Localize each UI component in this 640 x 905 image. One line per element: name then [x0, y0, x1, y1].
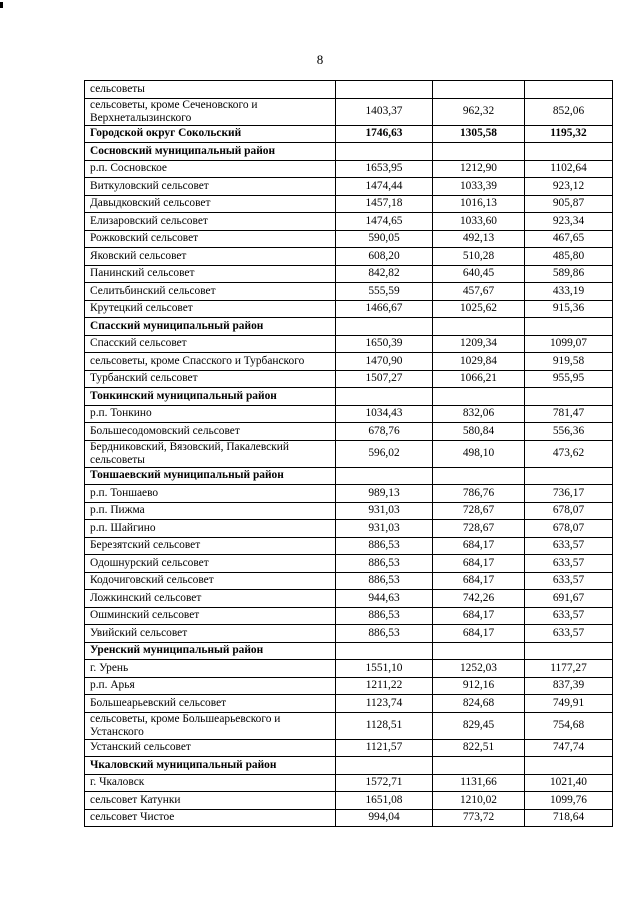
- value-cell-1: 1123,74: [336, 695, 433, 713]
- territory-name-cell: Чкаловский муниципальный район: [85, 757, 336, 775]
- value-cell-3: 589,86: [525, 265, 613, 283]
- value-cell-1: 555,59: [336, 283, 433, 301]
- value-cell-2: [433, 81, 525, 99]
- table-row: [85, 405, 613, 423]
- page-number: 8: [316, 52, 324, 67]
- territory-name-cell: Большесодомовский сельсовет: [85, 423, 336, 441]
- value-cell-2: 457,67: [433, 283, 525, 301]
- value-cell-3: 915,36: [525, 300, 613, 318]
- value-cell-1: 1551,10: [336, 660, 433, 678]
- value-cell-2: 684,17: [433, 625, 525, 643]
- value-cell-1: 1507,27: [336, 370, 433, 388]
- table-row: [85, 248, 613, 266]
- table-row: [85, 520, 613, 538]
- territory-name-cell: Городской округ Сокольский: [85, 125, 336, 143]
- territory-name-cell: Устанский сельсовет: [85, 739, 336, 757]
- territory-name-cell: Сосновский муниципальный район: [85, 143, 336, 161]
- value-cell-2: 824,68: [433, 695, 525, 713]
- value-cell-1: 1474,44: [336, 178, 433, 196]
- table-row: [85, 739, 613, 757]
- value-cell-2: 684,17: [433, 572, 525, 590]
- table-row: [85, 774, 613, 792]
- territory-name-cell: Кодочиговский сельсовет: [85, 572, 336, 590]
- table-section-header-row: [85, 388, 613, 406]
- table-row: [85, 537, 613, 555]
- value-cell-2: [433, 143, 525, 161]
- value-cell-1: 1650,39: [336, 335, 433, 353]
- table-row: [85, 590, 613, 608]
- value-cell-2: [433, 642, 525, 660]
- territory-name-cell: р.п. Арья: [85, 677, 336, 695]
- value-cell-1: 678,76: [336, 423, 433, 441]
- territory-name-cell: р.п. Шайгино: [85, 520, 336, 538]
- territory-name-cell: Одошнурский сельсовет: [85, 555, 336, 573]
- value-cell-3: 1102,64: [525, 160, 613, 178]
- territory-name-cell: Березятский сельсовет: [85, 537, 336, 555]
- table-row: [85, 625, 613, 643]
- table-row: [85, 695, 613, 713]
- territory-name-cell: сельсоветы: [85, 81, 336, 99]
- value-cell-1: [336, 642, 433, 660]
- value-cell-1: 1746,63: [336, 125, 433, 143]
- value-cell-1: 1211,22: [336, 677, 433, 695]
- value-cell-2: 1029,84: [433, 353, 525, 371]
- value-cell-2: 1033,39: [433, 178, 525, 196]
- value-cell-3: 718,64: [525, 809, 613, 827]
- value-cell-2: 773,72: [433, 809, 525, 827]
- value-cell-3: 919,58: [525, 353, 613, 371]
- table-row: [85, 502, 613, 520]
- value-cell-3: 1099,76: [525, 792, 613, 810]
- territory-name-cell: Уренский муниципальный район: [85, 642, 336, 660]
- territory-name-cell: Елизаровский сельсовет: [85, 213, 336, 231]
- value-cell-1: 1128,51: [336, 712, 433, 739]
- value-cell-1: 1457,18: [336, 195, 433, 213]
- value-cell-2: [433, 467, 525, 485]
- territory-name-cell: сельсоветы, кроме Большеарьевского и Устанского: [85, 712, 336, 739]
- territory-name-cell: Давыдковский сельсовет: [85, 195, 336, 213]
- table-body: [85, 81, 613, 827]
- territory-name-cell: р.п. Тоншаево: [85, 485, 336, 503]
- value-cell-3: [525, 143, 613, 161]
- table-section-header-row: [85, 318, 613, 336]
- value-cell-3: 433,19: [525, 283, 613, 301]
- value-cell-2: 1252,03: [433, 660, 525, 678]
- territory-name-cell: р.п. Сосновское: [85, 160, 336, 178]
- table-section-header-row: [85, 143, 613, 161]
- table-row: [85, 81, 613, 99]
- value-cell-2: 1066,21: [433, 370, 525, 388]
- value-cell-3: 556,36: [525, 423, 613, 441]
- value-cell-2: 832,06: [433, 405, 525, 423]
- table-row: [85, 440, 613, 467]
- value-cell-1: 1653,95: [336, 160, 433, 178]
- value-cell-1: [336, 318, 433, 336]
- table-row: [85, 160, 613, 178]
- value-cell-2: 962,32: [433, 98, 525, 125]
- value-cell-1: 1466,67: [336, 300, 433, 318]
- table-row: [85, 607, 613, 625]
- value-cell-1: [336, 388, 433, 406]
- value-cell-3: 678,07: [525, 520, 613, 538]
- table-section-header-row: [85, 125, 613, 143]
- value-cell-2: 829,45: [433, 712, 525, 739]
- value-cell-1: [336, 757, 433, 775]
- value-cell-2: [433, 318, 525, 336]
- value-cell-1: 842,82: [336, 265, 433, 283]
- value-cell-1: 944,63: [336, 590, 433, 608]
- value-cell-2: 684,17: [433, 537, 525, 555]
- value-cell-3: [525, 757, 613, 775]
- table-row: [85, 485, 613, 503]
- territory-name-cell: Тоншаевский муниципальный район: [85, 467, 336, 485]
- value-cell-1: 590,05: [336, 230, 433, 248]
- value-cell-3: 467,65: [525, 230, 613, 248]
- value-cell-2: 1033,60: [433, 213, 525, 231]
- value-cell-1: 989,13: [336, 485, 433, 503]
- value-cell-2: 1016,13: [433, 195, 525, 213]
- value-cell-2: 1209,34: [433, 335, 525, 353]
- value-cell-1: 886,53: [336, 607, 433, 625]
- value-cell-3: 1099,07: [525, 335, 613, 353]
- value-cell-2: [433, 388, 525, 406]
- value-cell-2: 684,17: [433, 555, 525, 573]
- value-cell-2: 1131,66: [433, 774, 525, 792]
- value-cell-1: 1572,71: [336, 774, 433, 792]
- value-cell-2: 728,67: [433, 520, 525, 538]
- table-section-header-row: [85, 642, 613, 660]
- value-cell-3: 633,57: [525, 537, 613, 555]
- table-row: [85, 353, 613, 371]
- value-cell-3: 747,74: [525, 739, 613, 757]
- territory-name-cell: сельсовет Катунки: [85, 792, 336, 810]
- territory-name-cell: Виткуловский сельсовет: [85, 178, 336, 196]
- value-cell-2: 1210,02: [433, 792, 525, 810]
- value-cell-3: [525, 81, 613, 99]
- table-row: [85, 370, 613, 388]
- value-cell-2: 684,17: [433, 607, 525, 625]
- value-cell-3: 633,57: [525, 572, 613, 590]
- value-cell-3: 633,57: [525, 555, 613, 573]
- territory-name-cell: Крутецкий сельсовет: [85, 300, 336, 318]
- territory-name-cell: Бердниковский, Вязовский, Пакалевский сельсоветы: [85, 440, 336, 467]
- table-row: [85, 677, 613, 695]
- table-section-header-row: [85, 467, 613, 485]
- value-cell-3: 485,80: [525, 248, 613, 266]
- value-cell-1: 1474,65: [336, 213, 433, 231]
- value-cell-1: 886,53: [336, 572, 433, 590]
- table-section-header-row: [85, 757, 613, 775]
- value-cell-3: [525, 467, 613, 485]
- value-cell-1: 1470,90: [336, 353, 433, 371]
- territory-name-cell: Ложкинский сельсовет: [85, 590, 336, 608]
- value-cell-2: 1305,58: [433, 125, 525, 143]
- value-cell-1: [336, 467, 433, 485]
- table-row: [85, 213, 613, 231]
- value-cell-3: 1195,32: [525, 125, 613, 143]
- value-cell-1: [336, 143, 433, 161]
- value-cell-2: 786,76: [433, 485, 525, 503]
- value-cell-2: 822,51: [433, 739, 525, 757]
- table-row: [85, 660, 613, 678]
- territory-name-cell: Большеарьевский сельсовет: [85, 695, 336, 713]
- value-cell-3: [525, 318, 613, 336]
- territory-name-cell: Селитьбинский сельсовет: [85, 283, 336, 301]
- territory-name-cell: сельсовет Чистое: [85, 809, 336, 827]
- territory-name-cell: Рожковский сельсовет: [85, 230, 336, 248]
- value-cell-2: [433, 757, 525, 775]
- value-cell-1: 1121,57: [336, 739, 433, 757]
- value-cell-2: 510,28: [433, 248, 525, 266]
- territory-name-cell: Яковский сельсовет: [85, 248, 336, 266]
- value-cell-2: 492,13: [433, 230, 525, 248]
- value-cell-2: 728,67: [433, 502, 525, 520]
- value-cell-1: 1403,37: [336, 98, 433, 125]
- value-cell-3: 955,95: [525, 370, 613, 388]
- territory-name-cell: сельсоветы, кроме Спасского и Турбанского: [85, 353, 336, 371]
- value-cell-1: 1034,43: [336, 405, 433, 423]
- value-cell-2: 580,84: [433, 423, 525, 441]
- territory-name-cell: Спасский муниципальный район: [85, 318, 336, 336]
- value-cell-3: 781,47: [525, 405, 613, 423]
- territory-name-cell: Спасский сельсовет: [85, 335, 336, 353]
- tariff-table: [84, 80, 613, 827]
- territory-name-cell: г. Урень: [85, 660, 336, 678]
- value-cell-1: 931,03: [336, 502, 433, 520]
- value-cell-3: 678,07: [525, 502, 613, 520]
- value-cell-1: 886,53: [336, 537, 433, 555]
- value-cell-2: 1025,62: [433, 300, 525, 318]
- value-cell-3: 691,67: [525, 590, 613, 608]
- table-row: [85, 195, 613, 213]
- table-row: [85, 555, 613, 573]
- territory-name-cell: Ошминский сельсовет: [85, 607, 336, 625]
- value-cell-3: [525, 388, 613, 406]
- value-cell-3: 749,91: [525, 695, 613, 713]
- table-row: [85, 230, 613, 248]
- table-row: [85, 98, 613, 125]
- value-cell-2: 742,26: [433, 590, 525, 608]
- value-cell-1: 1651,08: [336, 792, 433, 810]
- table-row: [85, 335, 613, 353]
- table-row: [85, 712, 613, 739]
- value-cell-2: 912,16: [433, 677, 525, 695]
- value-cell-3: 736,17: [525, 485, 613, 503]
- table-row: [85, 265, 613, 283]
- value-cell-3: 633,57: [525, 625, 613, 643]
- value-cell-3: 905,87: [525, 195, 613, 213]
- value-cell-3: 1021,40: [525, 774, 613, 792]
- territory-name-cell: Тонкинский муниципальный район: [85, 388, 336, 406]
- territory-name-cell: Панинский сельсовет: [85, 265, 336, 283]
- value-cell-3: [525, 642, 613, 660]
- table-row: [85, 178, 613, 196]
- value-cell-1: 886,53: [336, 555, 433, 573]
- value-cell-1: 931,03: [336, 520, 433, 538]
- value-cell-1: 994,04: [336, 809, 433, 827]
- territory-name-cell: Турбанский сельсовет: [85, 370, 336, 388]
- value-cell-3: 633,57: [525, 607, 613, 625]
- value-cell-1: 596,02: [336, 440, 433, 467]
- value-cell-3: 837,39: [525, 677, 613, 695]
- table-row: [85, 300, 613, 318]
- value-cell-1: 608,20: [336, 248, 433, 266]
- value-cell-2: 498,10: [433, 440, 525, 467]
- table-row: [85, 809, 613, 827]
- value-cell-3: 754,68: [525, 712, 613, 739]
- value-cell-3: 473,62: [525, 440, 613, 467]
- territory-name-cell: Увийский сельсовет: [85, 625, 336, 643]
- territory-name-cell: сельсоветы, кроме Сеченовского и Верхнеталызинского: [85, 98, 336, 125]
- table-row: [85, 792, 613, 810]
- table-row: [85, 572, 613, 590]
- value-cell-3: 923,12: [525, 178, 613, 196]
- table-row: [85, 283, 613, 301]
- territory-name-cell: р.п. Тонкино: [85, 405, 336, 423]
- territory-name-cell: г. Чкаловск: [85, 774, 336, 792]
- value-cell-1: 886,53: [336, 625, 433, 643]
- value-cell-3: 1177,27: [525, 660, 613, 678]
- territory-name-cell: р.п. Пижма: [85, 502, 336, 520]
- value-cell-1: [336, 81, 433, 99]
- value-cell-2: 1212,90: [433, 160, 525, 178]
- value-cell-2: 640,45: [433, 265, 525, 283]
- value-cell-3: 923,34: [525, 213, 613, 231]
- table-row: [85, 423, 613, 441]
- value-cell-3: 852,06: [525, 98, 613, 125]
- scan-mark: [0, 2, 3, 8]
